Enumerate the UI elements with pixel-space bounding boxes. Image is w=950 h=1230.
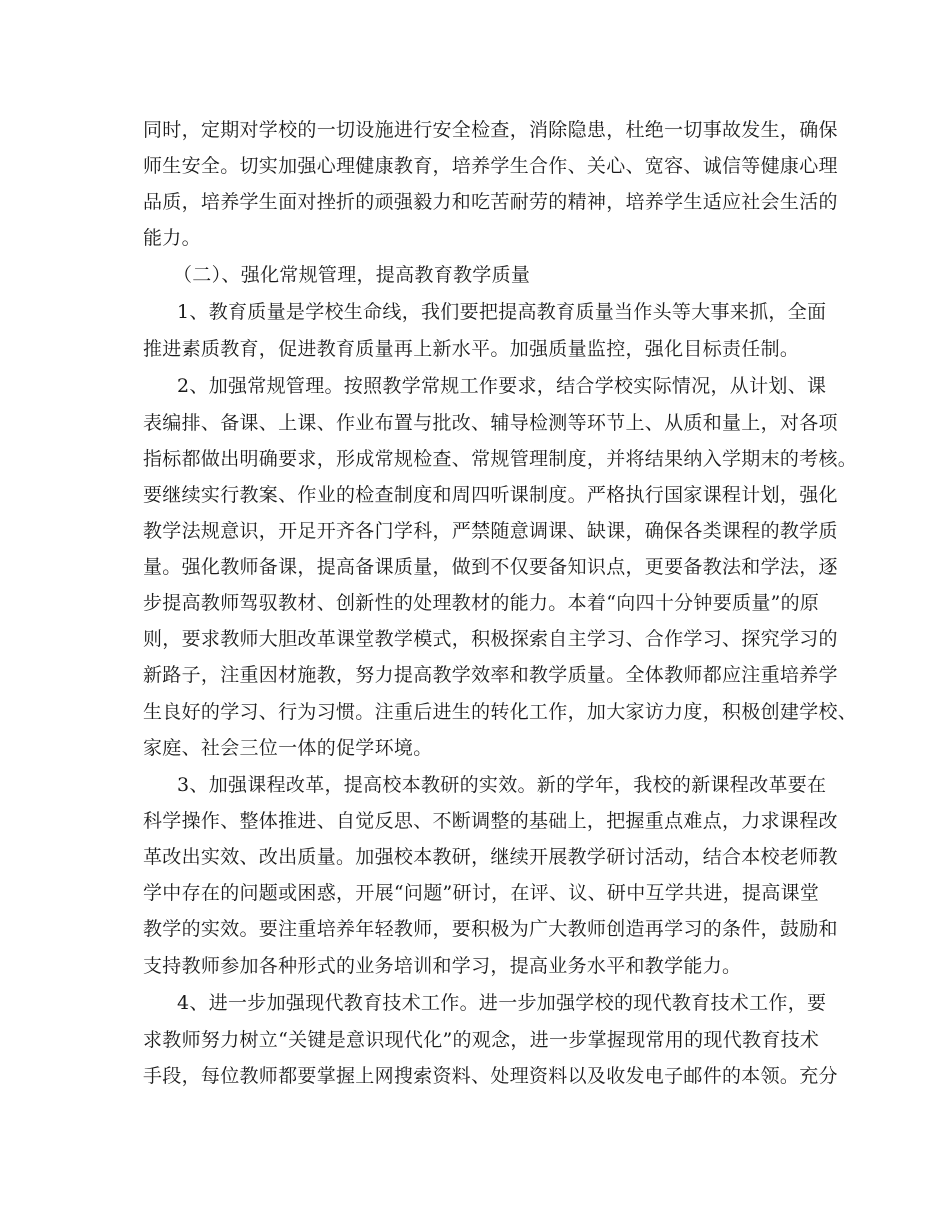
section-heading: （二）、强化常规管理，提高教育教学质量	[173, 264, 531, 286]
text-line: 指标都做出明确要求，形成常规检查、常规管理制度，并将结果纳入学期末的考核。	[143, 448, 858, 470]
text-line: 品质，培养学生面对挫折的顽强毅力和吃苦耐劳的精神，培养学生适应社会生活的	[143, 191, 838, 213]
text-line: 3、加强课程改革，提高校本教研的实效。新的学年，我校的新课程改革要在	[177, 774, 827, 796]
text-line: 家庭、社会三位一体的促学环境。	[143, 737, 433, 759]
text-line: 教学法规意识，开足开齐各门学科，严禁随意调课、缺课，确保各类课程的教学质	[143, 520, 838, 542]
text-line: 推进素质教育，促进教育质量再上新水平。加强质量监控，强化目标责任制。	[143, 338, 800, 360]
text-line: 同时，定期对学校的一切设施进行安全检查，消除隐患，杜绝一切事故发生，确保	[143, 119, 838, 141]
text-line: 量。强化教师备课，提高备课质量，做到不仅要备知识点，更要备教法和学法，逐	[143, 556, 838, 578]
text-line: 求教师努力树立“关键是意识现代化”的观念，进一步掌握现常用的现代教育技术	[143, 1029, 820, 1051]
text-line: 能力。	[143, 227, 201, 249]
text-line: 学中存在的问题或困惑，开展“问题”研讨，在评、议、研中互学共进，提高课堂	[143, 882, 820, 904]
text-line: 1、教育质量是学校生命线，我们要把提高教育质量当作头等大事来抓，全面	[177, 301, 827, 323]
text-line: 教学的实效。要注重培养年轻教师，要积极为广大教师创造再学习的条件，鼓励和	[143, 918, 838, 940]
text-line: 科学操作、整体推进、自觉反思、不断调整的基础上，把握重点难点，力求课程改	[143, 810, 838, 832]
text-line: 手段，每位教师都要掌握上网搜索资料、处理资料以及收发电子邮件的本领。充分	[143, 1065, 838, 1087]
text-line: 要继续实行教案、作业的检查制度和周四听课制度。严格执行国家课程计划，强化	[143, 484, 838, 506]
text-line: 师生安全。切实加强心理健康教育，培养学生合作、关心、宽容、诚信等健康心理	[143, 155, 838, 177]
text-line: 步提高教师驾驭教材、创新性的处理教材的能力。本着“向四十分钟要质量”的原	[143, 592, 820, 614]
text-line: 则，要求教师大胆改革课堂教学模式，积极探索自主学习、合作学习、探究学习的	[143, 628, 838, 650]
text-line: 2、加强常规管理。按照教学常规工作要求，结合学校实际情况，从计划、课	[177, 375, 827, 397]
text-line: 支持教师参加各种形式的业务培训和学习，提高业务水平和教学能力。	[143, 955, 742, 977]
text-line: 表编排、备课、上课、作业布置与批改、辅导检测等环节上、从质和量上，对各项	[143, 412, 838, 434]
text-line: 新路子，注重因材施教，努力提高教学效率和教学质量。全体教师都应注重培养学	[143, 664, 838, 686]
text-line: 4、进一步加强现代教育技术工作。进一步加强学校的现代教育技术工作，要	[177, 992, 827, 1014]
text-line: 革改出实效、改出质量。加强校本教研，继续开展教学研讨活动，结合本校老师教	[143, 846, 838, 868]
text-line: 生良好的学习、行为习惯。注重后进生的转化工作，加大家访力度，积极创建学校、	[143, 701, 858, 723]
